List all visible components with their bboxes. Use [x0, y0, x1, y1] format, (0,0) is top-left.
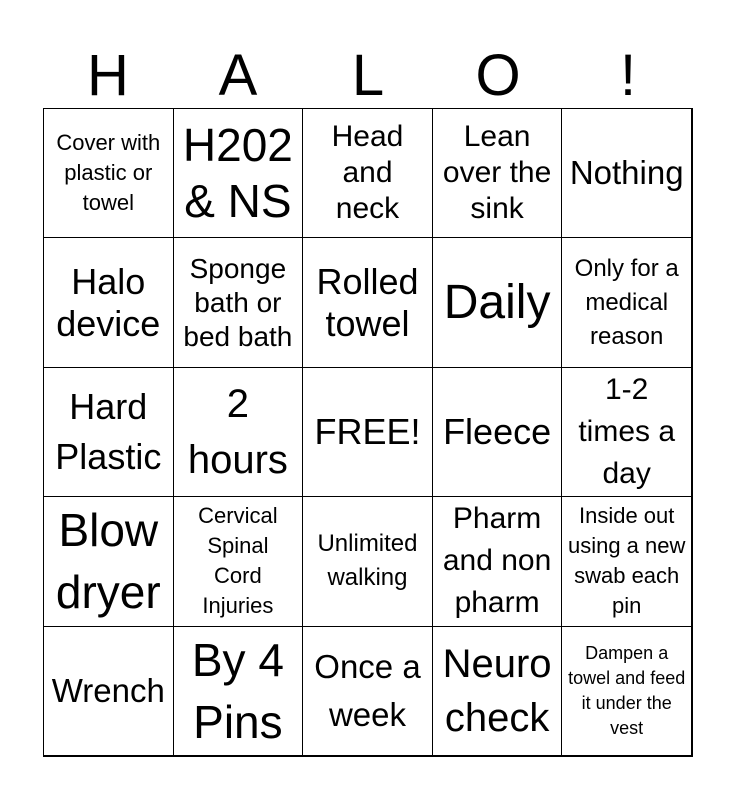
- bingo-cell[interactable]: [432, 496, 563, 626]
- bingo-cell[interactable]: [173, 108, 304, 238]
- title-letter: O: [475, 43, 521, 108]
- cell-text: Blow dryer: [55, 504, 161, 619]
- bingo-cell[interactable]: [43, 367, 174, 497]
- cell-text: Halo device: [56, 260, 161, 344]
- cell-text: Cervical Spinal Cord Injuries: [198, 503, 278, 619]
- cell-text: Inside out using a new swab each pin: [567, 503, 686, 619]
- cell-text: Lean over the sink: [442, 120, 552, 226]
- bingo-cell[interactable]: [302, 496, 433, 626]
- bingo-cell[interactable]: [302, 626, 433, 756]
- bingo-cell[interactable]: [302, 237, 433, 367]
- cell-text: Once a week: [314, 647, 421, 733]
- cell-text: Hard Plastic: [55, 385, 162, 477]
- cell-text: Cover with plastic or towel: [56, 130, 161, 216]
- cell-text: Only for a medical reason: [574, 254, 679, 350]
- cell-text: Wrench: [51, 671, 165, 709]
- cell-text: Neuro check: [442, 641, 552, 740]
- cell-text: Sponge bath or bed bath: [183, 252, 293, 352]
- cell-text: Pharm and non pharm: [442, 502, 552, 620]
- cell-text: Unlimited walking: [317, 530, 418, 592]
- cell-text: Head and neck: [331, 120, 404, 226]
- bingo-title: [43, 44, 693, 108]
- cell-text: Dampen a towel and feed it under the vest: [568, 642, 686, 738]
- bingo-cell[interactable]: [432, 237, 563, 367]
- bingo-cell[interactable]: [173, 237, 304, 367]
- bingo-cell[interactable]: [561, 367, 692, 497]
- cell-text: Fleece: [443, 410, 552, 452]
- cell-text: Nothing: [569, 154, 684, 192]
- bingo-cell[interactable]: [432, 367, 563, 497]
- cell-text: Rolled towel: [316, 260, 419, 344]
- title-letter: !: [619, 43, 637, 108]
- title-letter: H: [87, 43, 129, 108]
- bingo-cell[interactable]: [173, 496, 304, 626]
- bingo-cell[interactable]: [173, 367, 304, 497]
- bingo-cell[interactable]: [561, 626, 692, 756]
- bingo-board: [43, 108, 693, 757]
- cell-text: FREE!: [314, 410, 421, 452]
- bingo-cell[interactable]: [43, 237, 174, 367]
- bingo-cell[interactable]: [43, 626, 174, 756]
- cell-text: Daily: [443, 275, 551, 329]
- bingo-cell[interactable]: [561, 108, 692, 238]
- bingo-cell[interactable]: [43, 108, 174, 238]
- title-letter: L: [351, 43, 385, 108]
- bingo-cell[interactable]: [561, 237, 692, 367]
- bingo-cell[interactable]: [302, 367, 433, 497]
- cell-text: 2 hours: [187, 381, 288, 482]
- cell-text: H202 & NS: [182, 119, 293, 228]
- bingo-cell[interactable]: [561, 496, 692, 626]
- bingo-cell[interactable]: [43, 496, 174, 626]
- title-letter: A: [218, 43, 258, 108]
- cell-text: By 4 Pins: [191, 633, 284, 748]
- bingo-cell[interactable]: [432, 626, 563, 756]
- bingo-cell[interactable]: [432, 108, 563, 238]
- bingo-cell[interactable]: [173, 626, 304, 756]
- cell-text: 1-2 times a day: [578, 373, 676, 490]
- bingo-cell[interactable]: [302, 108, 433, 238]
